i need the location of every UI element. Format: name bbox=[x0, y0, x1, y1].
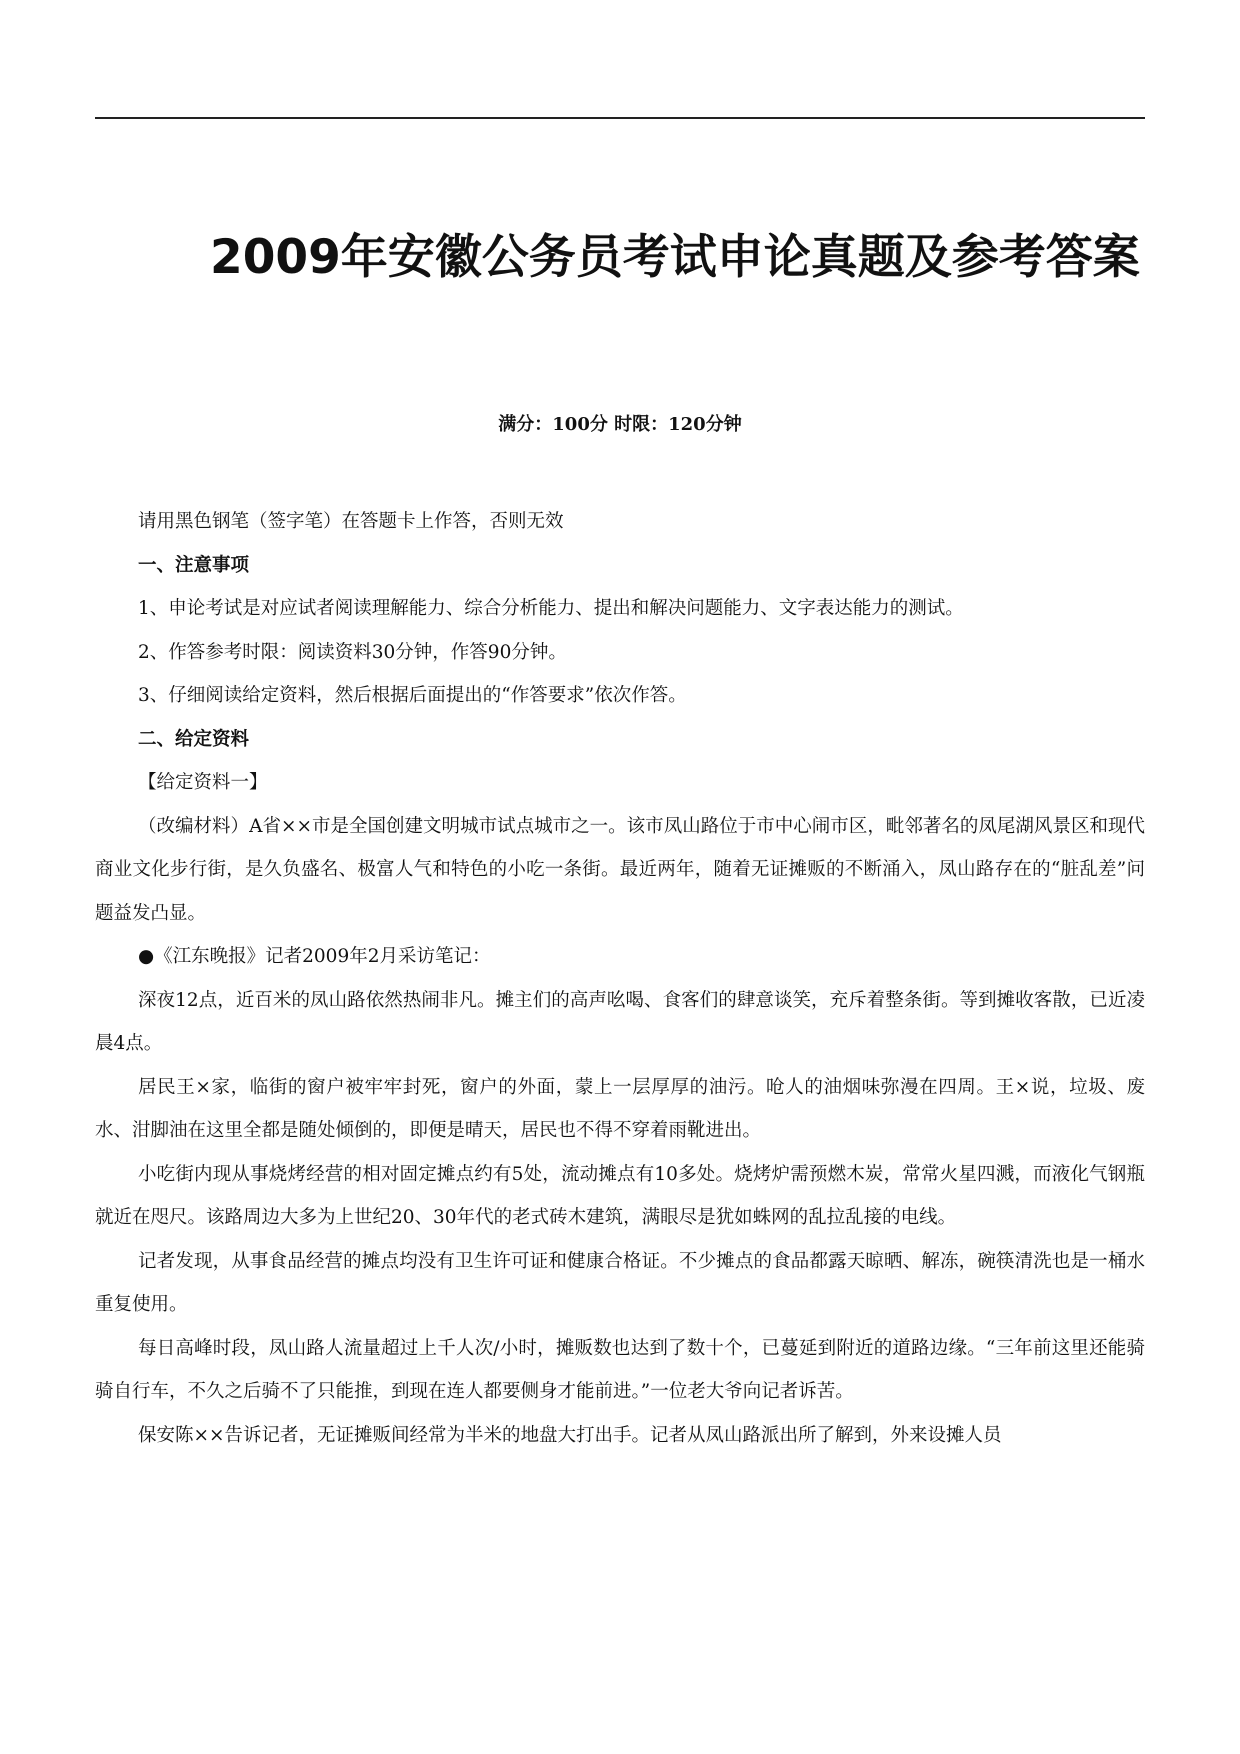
body-paragraph: 保安陈××告诉记者，无证摊贩间经常为半米的地盘大打出手。记者从凤山路派出所了解到，外来设摊人员 bbox=[138, 1424, 1002, 1446]
body-paragraph: 深夜12点，近百米的凤山路依然热闹非凡。摊主们的高声吆喝、食客们的肆意谈笑，充斥着整条街。等到摊收客散，已近凌晨4点。 bbox=[95, 989, 1145, 1054]
body-paragraph: 每日高峰时段，凤山路人流量超过上千人次/小时，摊贩数也达到了数十个，已蔓延到附近的道路边缘。“三年前这里还能骑骑自行车，不久之后骑不了只能推，到现在连人都要侧身才能前进。”一位老大爷向记者诉苦。 bbox=[95, 1337, 1145, 1402]
document-title: 2009年安徽公务员考试申论真题及参考答案 bbox=[210, 230, 1140, 285]
body-paragraph: 居民王×家，临街的窗户被牢牢封死，窗户的外面，蒙上一层厚厚的油污。呛人的油烟味弥漫在四周。王×说，垃圾、废水、泔脚油在这里全都是随处倾倒的，即便是晴天，居民也不得不穿着雨靴进出。 bbox=[95, 1076, 1145, 1141]
body-paragraph: ●《江东晚报》记者2009年2月采访笔记： bbox=[138, 946, 491, 967]
exam-info: 满分：100分 时限：120分钟 bbox=[498, 414, 742, 435]
body-paragraph: （改编材料）A省××市是全国创建文明城市试点城市之一。该市凤山路位于市中心闹市区，毗邻著名的凤尾湖风景区和现代商业文化步行街，是久负盛名、极富人气和特色的小吃一条街。最近两年，随着无证摊贩的不断涌入，凤山路存在的“脏乱差”问题益发凸显。 bbox=[95, 815, 1145, 924]
body-paragraph: 小吃街内现从事烧烤经营的相对固定摊点约有5处，流动摊点有10多处。烧烤炉需预燃木炭，常常火星四溅，而液化气钢瓶就近在咫尺。该路周边大多为上世纪20、30年代的老式砖木建筑，满眼尽是犹如蛛网的乱拉乱接的电线。 bbox=[95, 1163, 1145, 1228]
header-rule bbox=[95, 117, 1145, 119]
body-paragraph: 【给定资料一】 bbox=[138, 772, 268, 793]
section-heading: 一、注意事项 bbox=[138, 554, 250, 576]
document-body bbox=[95, 500, 1145, 1457]
body-paragraph: 3、仔细阅读给定资料，然后根据后面提出的“作答要求”依次作答。 bbox=[138, 685, 687, 706]
body-paragraph: 请用黑色钢笔（签字笔）在答题卡上作答，否则无效 bbox=[138, 511, 564, 532]
body-paragraph: 2、作答参考时限：阅读资料30分钟，作答90分钟。 bbox=[138, 641, 567, 663]
section-heading: 二、给定资料 bbox=[138, 728, 250, 750]
body-paragraph: 1、申论考试是对应试者阅读理解能力、综合分析能力、提出和解决问题能力、文字表达能力的测试。 bbox=[138, 598, 964, 619]
body-paragraph: 记者发现，从事食品经营的摊点均没有卫生许可证和健康合格证。不少摊点的食品都露天晾晒、解冻，碗筷清洗也是一桶水重复使用。 bbox=[95, 1250, 1145, 1315]
